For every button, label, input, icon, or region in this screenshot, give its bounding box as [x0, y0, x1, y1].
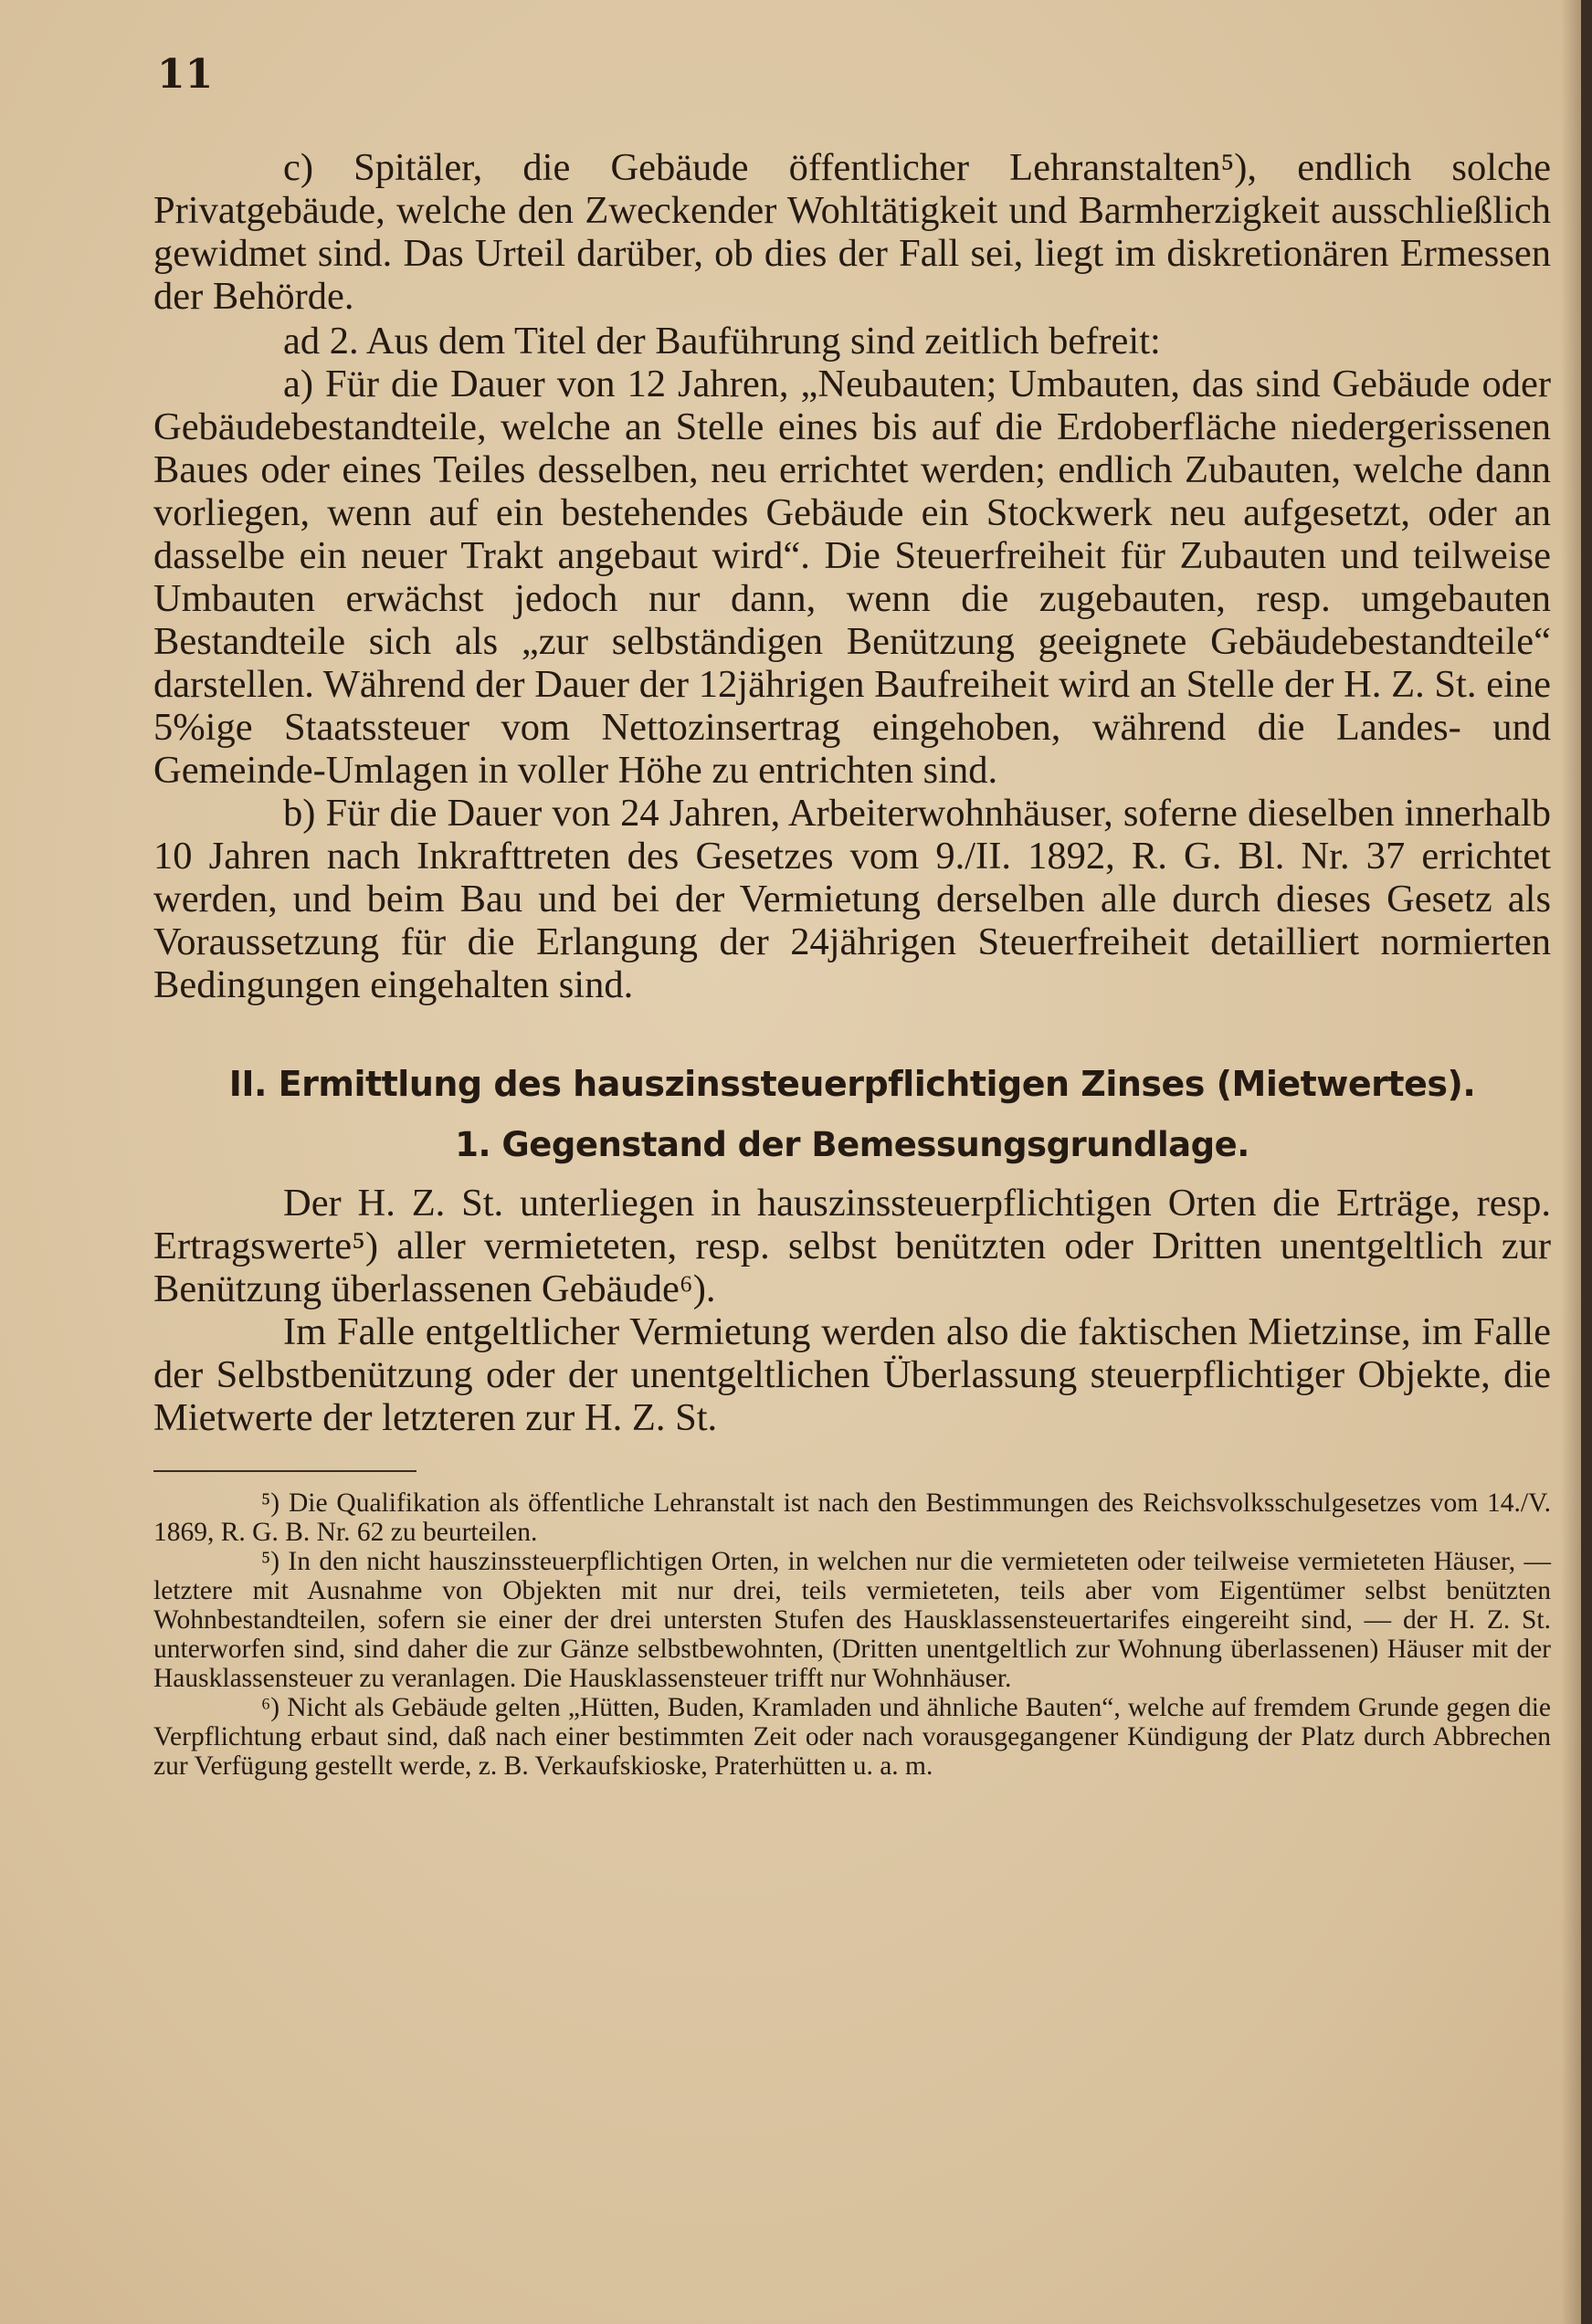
- paragraph-c-spitaeler: c) Spitäler, die Gebäude öffentlicher Lehranstalten⁵), endlich solche Privatgebäude, welche den Zweckender Wohltätigkeit und Barmherzigkeit ausschließlich gewidmet sind. Das Urteil darüber, ob dies der Fall sei, liegt im diskretionären Ermessen der Behörde.: [153, 146, 1551, 318]
- paragraph-vermietung: Im Falle entgeltlicher Vermietung werden also die faktischen Mietzinse, im Falle der Selbstbenützung oder der unentgeltlichen Überlassung steuerpflichtiger Objekte, die Mietwerte der letzteren zur H. Z. St.: [153, 1310, 1551, 1439]
- paragraph-gegenstand: Der H. Z. St. unterliegen in hauszinssteuerpflichtigen Orten die Erträge, resp. Ertragswerte⁵) aller vermieteten, resp. selbst benützten oder Dritten unentgeltlich zur Benützung überlassenen Gebäude⁶).: [153, 1182, 1551, 1310]
- page-body: [153, 146, 1551, 1781]
- footnote-5-hausklassensteuer: ⁵) In den nicht hauszinssteuerpflichtigen Orten, in welchen nur die vermieteten oder teilweise vermieteten Häuser, — letztere mit Ausnahme von Objekten mit nur drei, teils vermieteten, teils aber vom Eigentümer selbst benützten Wohnbestandteilen, sofern sie einer der drei untersten Stufen des Hausklassensteuertarifes eingereiht sind, — der H. Z. St. unterworfen sind, sind daher die zur Gänze selbstbewohnten, (Dritten unentgeltlich zur Wohnung überlassenen) Häuser mit der Hausklassensteuer zu veranlagen. Die Hausklassensteuer trifft nur Wohnhäuser.: [153, 1547, 1551, 1693]
- page-number: 11: [157, 51, 214, 98]
- book-spine: [1581, 0, 1592, 2324]
- subsection-heading: 1. Gegenstand der Bemessungsgrundlage.: [455, 1125, 1249, 1164]
- paragraph-a-neubauten: a) Für die Dauer von 12 Jahren, „Neubauten; Umbauten, das sind Gebäude oder Gebäudebestandteile, welche an Stelle eines bis auf die Erdoberfläche niedergerissenen Baues oder eines Teiles desselben, neu errichtet werden; endlich Zubauten, welche dann vorliegen, wenn auf ein bestehendes Gebäude ein Stockwerk neu aufgesetzt, oder an dasselbe ein neuer Trakt angebaut wird“. Die Steuerfreiheit für Zubauten und teilweise Umbauten erwächst jedoch nur dann, wenn die zugebauten, resp. umgebauten Bestandteile sich als „zur selbständigen Benützung geeignete Gebäudebestandteile“ darstellen. Während der Dauer der 12jährigen Baufreiheit wird an Stelle der H. Z. St. eine 5%ige Staatssteuer vom Nettozinsertrag eingehoben, während die Landes- und Gemeinde-Umlagen in voller Höhe zu entrichten sind.: [153, 363, 1551, 792]
- page-gutter-shadow: [1561, 0, 1581, 2324]
- paragraph-ad-2: ad 2. Aus dem Titel der Bauführung sind zeitlich befreit:: [283, 320, 1161, 363]
- footnote-6-gebaeude: ⁶) Nicht als Gebäude gelten „Hütten, Buden, Kramladen und ähnliche Bauten“, welche auf fremdem Grunde gegen die Verpflichtung erbaut sind, daß nach einer bestimmten Zeit oder nach vorausgegangener Kündigung der Platz durch Abbrechen zur Verfügung gestellt werde, z. B. Verkaufskioske, Praterhütten u. a. m.: [153, 1693, 1551, 1781]
- footnote-5-lehranstalt: ⁵) Die Qualifikation als öffentliche Lehranstalt ist nach den Bestimmungen des Reichsvolksschulgesetzes vom 14./V. 1869, R. G. B. Nr. 62 zu beurteilen.: [153, 1488, 1551, 1547]
- paragraph-b-arbeiterwohnhaeuser: b) Für die Dauer von 24 Jahren, Arbeiterwohnhäuser, soferne dieselben innerhalb 10 Jahren nach Inkrafttreten des Gesetzes vom 9./II. 1892, R. G. Bl. Nr. 37 errichtet werden, und beim Bau und bei der Vermietung derselben alle durch dieses Gesetz als Voraussetzung für die Erlangung der 24jährigen Steuerfreiheit detailliert normierten Bedingungen eingehalten sind.: [153, 792, 1551, 1006]
- footnote-divider: [153, 1470, 416, 1472]
- section-heading: II. Ermittlung des hauszinssteuerpflichtigen Zinses (Mietwertes).: [228, 1064, 1476, 1104]
